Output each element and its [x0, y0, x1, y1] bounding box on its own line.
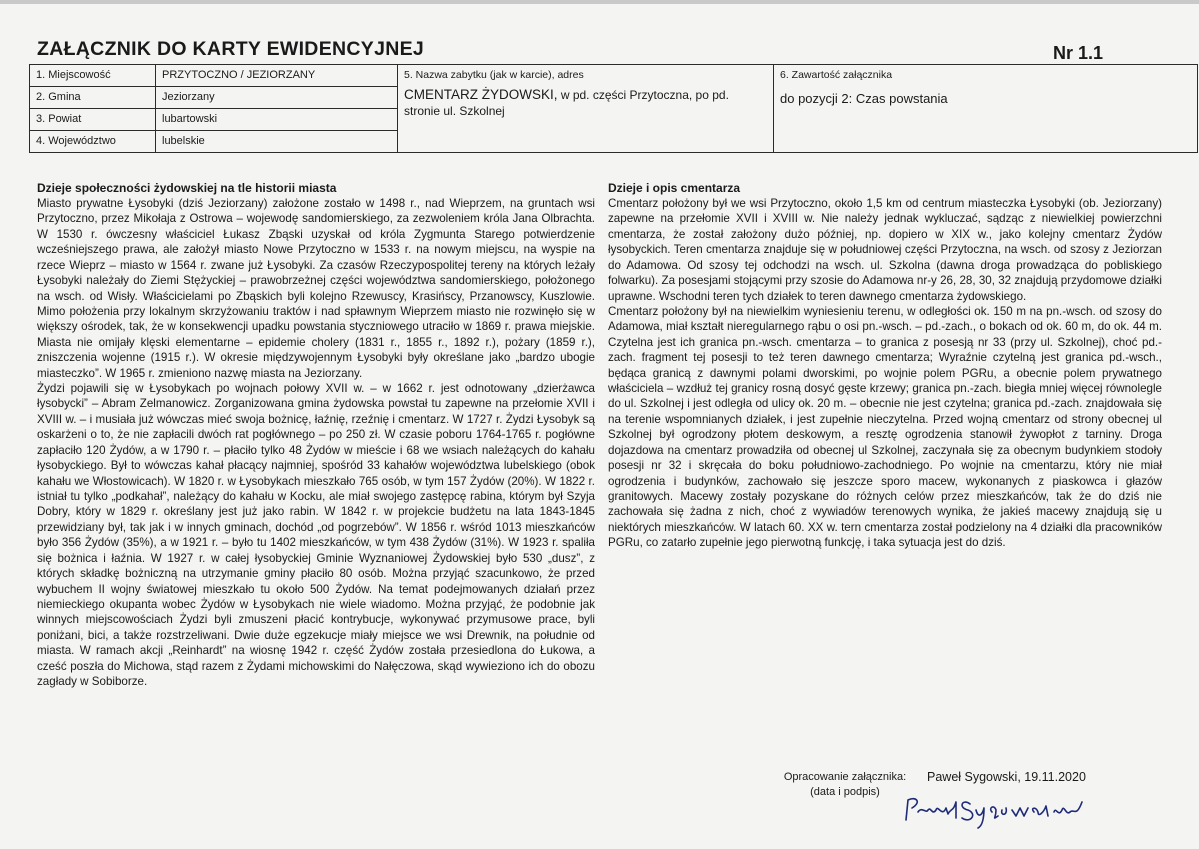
- gmina-label: 2. Gmina: [30, 87, 156, 109]
- nazwa-value-rest: w pd. części Przytoczna, po pd. stronie ul. Szkolnej: [404, 88, 729, 118]
- right-section: [608, 181, 1162, 551]
- right-section-heading: Dzieje i opis cmentarza: [608, 181, 741, 195]
- powiat-value: lubartowski: [156, 109, 398, 131]
- gmina-value: Jeziorzany: [156, 87, 398, 109]
- scan-edge: [0, 0, 1199, 4]
- right-paragraph: Cmentarz położony był we wsi Przytoczno, około 1,5 km od centrum miasteczka Łysobyki (ob. Jeziorzany) zapewne na przełomie XVII i XVIII w. Nie należy jednak wykluczać, sądząc z niewielkiej powierzchni cmentarza, że został założony dużo później, np. dopiero w XIX w., jako kolejny cmentarz Żydów łysobyckich. Teren cmentarza znajduje się w południowej części Przytoczna, na wsch. od szosy z Jeziorzan do Adamowa. Od szosy tej odchodzi na wsch. ul. Szkolna (dawna droga prowadząca do pobliskiego folwarku). Za posesjami stojącymi przy szosie do Adamowa nr-y 26, 28, 30, 32 znajdują przydomowe działki uprawne. Wschodni teren tych działek to teren dawnego cmentarza żydowskiego.: [608, 197, 1162, 303]
- wojewodztwo-value: lubelskie: [156, 131, 398, 153]
- left-paragraph: Miasto prywatne Łysobyki (dziś Jeziorzany) założone zostało w 1498 r., nad Wieprzem, na gruntach wsi Przytoczno, przez Mikołaja z Ostrowa – wojewodę sandomierskiego, za zezwoleniem króla Jana Olbrachta. W 1530 r. ówczesny właściciel Łukasz Zbąski uzyskał od króla Zygmunta Starego potwierdzenie wcześniejszego prawa, ale założył miasto Nowe Przytoczno w 1533 r. na nowym miejscu, na wyspie na rzece Wieprz – miasto w 1564 r. zwane już Łysobyki. Za czasów Rzeczypospolitej tereny na których leżały Łysobyki należały do Ziemi Stężyckiej – prawobrzeżnej części województwa sandomierskiego, położonego na wsch. od Wisły. Właścicielami po Zbąskich byli kolejno Rzewuscy, Krasińscy, Przanowscy, Kuszlowie. Mimo położenia przy lokalnym skrzyżowaniu traktów i nad spławnym Wieprzem miasto nie rozwinęło się w większy ośrodek, tak, że w konsekwencji upadku powstania styczniowego utraciło w 1869 r. prawa miejskie. Miasta nie omijały klęski elementarne – epidemie cholery (1831 r., 1855 r., 1892 r.), pożary (1859 r.), zniszczenia wojenne (1915 r.). W okresie międzywojennym Łysobyki były określane jako „bardzo ubogie miasteczko”. W 1965 r. zmieniono nazwę miasta na Jeziorzany.: [37, 197, 595, 380]
- footer-label-line2: (data i podpis): [810, 786, 880, 798]
- author-date: Paweł Sygowski, 19.11.2020: [927, 770, 1086, 784]
- footer-label: [780, 770, 910, 800]
- left-section: [37, 181, 595, 690]
- nazwa-label: 5. Nazwa zabytku (jak w karcie), adres: [404, 69, 584, 81]
- miejscowosc-value: PRZYTOCZNO / JEZIORZANY: [156, 65, 398, 87]
- header-table: [29, 64, 1198, 153]
- nazwa-value: [404, 87, 767, 119]
- wojewodztwo-label: 4. Województwo: [30, 131, 156, 153]
- footer-label-line1: Opracowanie załącznika:: [783, 771, 907, 783]
- nazwa-value-main: CMENTARZ ŻYDOWSKI,: [404, 87, 558, 102]
- zawartosc-label: 6. Zawartość załącznika: [780, 69, 893, 81]
- zawartosc-value: do pozycji 2: Czas powstania: [780, 91, 948, 106]
- zawartosc-cell: [774, 65, 1198, 153]
- left-section-heading: Dzieje społeczności żydowskiej na tle historii miasta: [37, 181, 337, 195]
- handwritten-signature: [898, 790, 1098, 830]
- nazwa-cell: [398, 65, 774, 153]
- document-title: ZAŁĄCZNIK DO KARTY EWIDENCYJNEJ: [37, 38, 425, 60]
- powiat-label: 3. Powiat: [30, 109, 156, 131]
- right-paragraph: Cmentarz położony był na niewielkim wyniesieniu terenu, w odległości ok. 150 m na pn.-wsch. od szosy do Adamowa, miał kształt nieregularnego rąbu o osi pn.-wsch. – pd.-zach., o bokach od ok. 60 m, do ok. 44 m. Czytelna jest ich granica pn.-wsch. cmentarza – to granica z posesją nr 33 (przy ul. Szkolnej), choć pd.-zach. fragment tej posesji to też teren dawnego cmentarza; Wyraźnie czytelną jest granica pd.-wsch., będąca granicą z dawnymi polami dworskimi, po wojnie polem PGRu, a obecnie polem prywatnego właściciela – wzdłuż tej granicy rosną dosyć gęste krzewy; granica pn.-zach. biegła mniej więcej równolegle do ul. Szkolnej i jest odległa od ulicy ok. 20 m. – obecnie nie jest czytelna; granica pd.-zach. znajdowała się na terenie wspomnianych działek, i jest zupełnie nieczytelna. Przed wojną cmentarz od strony obecnej ul Szkolnej był ogrodzony płotem deskowym, a resztę ogrodzenia stanowił żywopłot z tarniny. Droga dojazdowa na cmentarz prowadziła od obecnej ul Szkolnej, zaczynała się za obecnym budynkiem stodoły posesji nr 32 i skręcała do boku południowo-zachodniego. Po wojnie na cmentarzu, który nie miał ogrodzenia i budynków, zachowało się jeszcze sporo macew, wykonanych z piaskowca i głazów granitowych. Macewy zostały pozyskane do różnych celów przez mieszkańców, tak że do dziś nie zachowała się żadna z nich, choć z wywiadów terenowych wynika, że jakieś macewy znajdują się u niektórych mieszkańców. W latach 60. XX w. tern cmentarza został podzielony na 4 działki dla pracowników PGRu, co zatarło zupełnie jego pierwotną funkcję, i taka sytuacja jest do dziś.: [608, 304, 1162, 550]
- miejscowosc-label: 1. Miejscowość: [30, 65, 156, 87]
- left-paragraph: Żydzi pojawili się w Łysobykach po wojnach połowy XVII w. – w 1662 r. jest odnotowany „dzierżawca łysobycki” – Abram Zelmanowicz. Zorganizowana gmina żydowska powstał tu zapewne na przełomie XVII i XVIII w. – i musiała już wówczas mieć swoja bożnicę, łaźnię, rzeźnię i cmentarz. W 1727 r. Żydzi Łysobyk są oskarżeni o to, że nie zapłacili dwóch rat pogłównego – po 250 zł. W czasie poboru 1764-1765 r. pogłówne zapłaciło 120 Żydów, a w 1790 r. – płaciło tylko 48 Żydów w mieście i 68 we wsiach należących do kahału łysobyckiego. Był to wówczas kahał płacący najmniej, spośród 33 kahałów województwa lubelskiego (obok kahału we Włostowicach). W 1820 r. w Łysobykach mieszkało 765 osób, w tym 157 Żydów (20%). W 1822 r. istniał tu tylko „podkahał”, należący do kahału w Kocku, ale miał swojego zastępcę rabina, którym był Szyja Dobry, który w 1829 r. określany jest już jako rabin. W 1842 r. w projekcie budżetu na lata 1843-1845 przewidziany był, tak jak i w innych gminach, dochód „od pogrzebów”. W 1856 r. wśród 1013 mieszkańców było 356 Żydów (35%), a w 1921 r. – było tu 1402 mieszkańców, w tym 438 Żydów (31%). W 1923 r. spaliła się bożnica i łaźnia. W 1927 r. w całej łysobyckiej Gminie Wyznaniowej Żydowskiej było 530 „dusz”, z których składkę bożniczną na utrzymanie gminy płaciło 80 osób. Można przyjąć szacunkowo, że przed wybuchem II wojny światowej mieszkało tu około 500 Żydów. Na temat podejmowanych działań przez niemieckiego okupanta wobec Żydów w Łysobykach nie wiele wiadomo. Można przyjąć, że podobnie jak winnych miejscowościach Żydzi byli zmuszeni płacić kontrybucje, wykonywać przymusowe prace, byli poniżani, bici, a także rozstrzeliwani. Dwie duże egzekucje miały miejsce we wsi Drewnik, na południe od miasta. W ramach akcji „Reinhardt” na wiosnę 1942 r. część Żydów została przesiedlona do Łukowa, a cześć poszła do Michowa, stąd razem z Żydami michowskimi do Nałęczowa, skąd wywieziono ich do obozu zagłady w Sobiborze.: [37, 382, 595, 689]
- document-number: Nr 1.1: [1052, 43, 1103, 63]
